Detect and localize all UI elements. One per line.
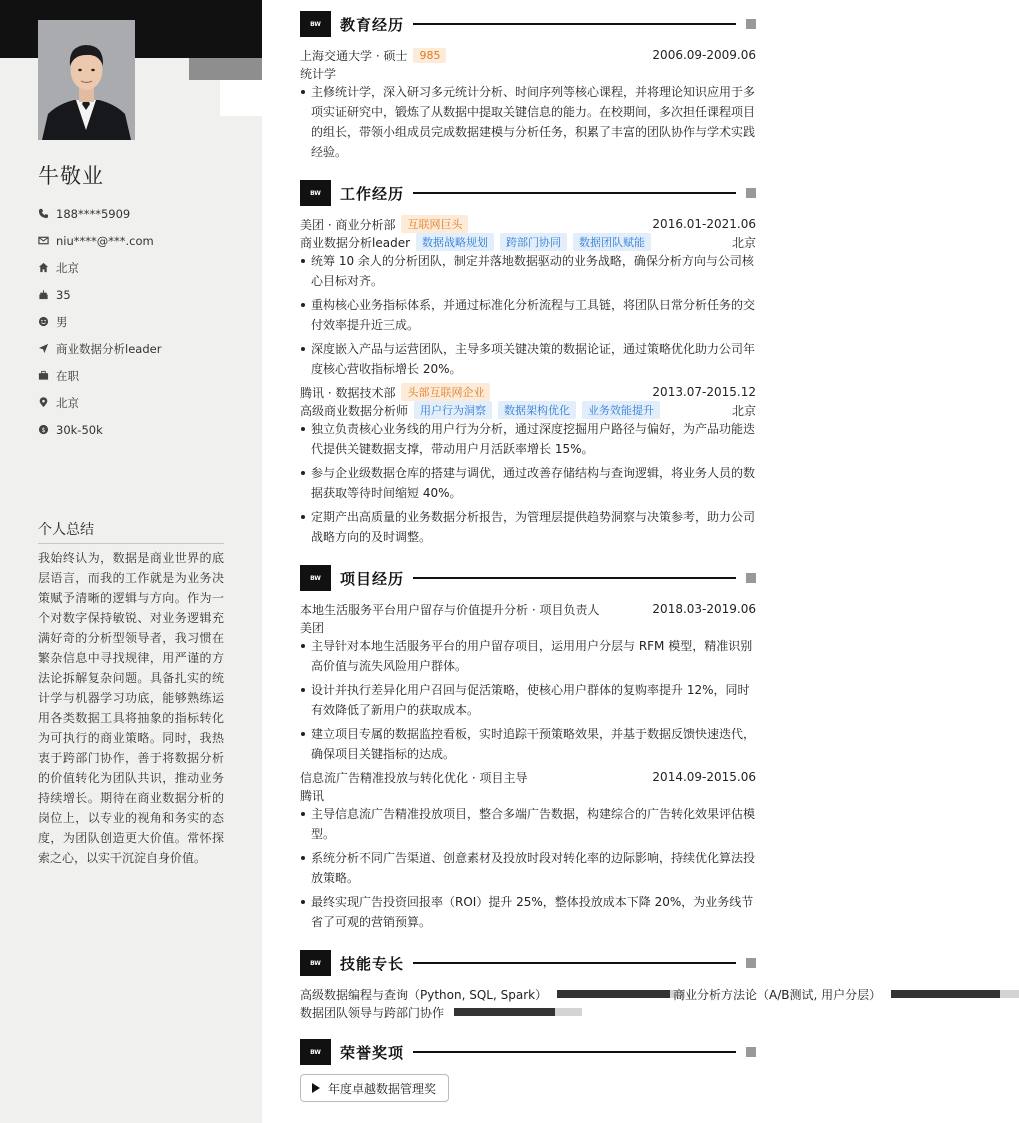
education-desc: 主修统计学，深入研习多元统计分析、时间序列等核心课程，并将理论知识应用于多项实证研究中，锻炼了从数据中提取关键信息的能力。在校期间，多次担任课程项目的组长，带领小组成员完成数据建模与分析任务，积累了丰富的团队协作与学术实践经验。	[300, 82, 756, 162]
major: 统计学	[300, 66, 337, 81]
summary-title: 个人总结	[38, 519, 224, 544]
skill-bar-fill	[454, 1008, 555, 1016]
location-pin-icon	[38, 397, 56, 408]
play-triangle-icon	[312, 1083, 320, 1093]
skill-name: 数据团队领导与跨部门协作	[300, 1005, 445, 1020]
info-residence	[38, 254, 248, 281]
info-salary	[38, 416, 248, 443]
work-bullet: 独立负责核心业务线的用户行为分析，通过深度挖掘用户路径与偏好，为产品功能迭代提供关键数据支撑，带动用户月活跃率增长 15%。	[300, 419, 756, 459]
skill-bar	[557, 990, 685, 998]
contact-info	[38, 200, 248, 443]
section-divider	[413, 577, 736, 579]
mail-icon	[38, 235, 56, 246]
project-date: 2018.03-2019.06	[652, 602, 756, 616]
school-tag: 985	[413, 48, 446, 63]
section-title: 项目经历	[340, 569, 405, 588]
avatar	[38, 20, 135, 140]
project-org: 美团	[300, 620, 325, 635]
section-badge: BW	[300, 950, 331, 976]
section-title: 教育经历	[340, 15, 405, 34]
project-bullet: 建立项目专属的数据监控看板，实时追踪干预策略效果，并基于数据反馈快速迭代，确保项目关键指标的达成。	[300, 724, 756, 764]
section-square	[746, 188, 756, 198]
section-header-work	[300, 180, 756, 206]
section-title: 工作经历	[340, 184, 405, 203]
info-text: 30k-50k	[56, 422, 103, 437]
work-date: 2016.01-2021.06	[652, 217, 756, 231]
summary-text: 我始终认为，数据是商业世界的底层语言，而我的工作就是为业务决策赋予清晰的逻辑与方向。作为一个对数字保持敏锐、对业务逻辑充满好奇的分析型领导者，我习惯在繁杂信息中寻找规律，用严谨的方法论拆解复杂问题。具备扎实的统计学与机器学习功底，能够熟练运用各类数据工具将抽象的指标转化为可执行的商业策略。同时，我热衷于跨部门协作，善于将数据分析的价值转化为团队共识，推动业务持续增长。期待在商业数据分析的岗位上，以专业的视角和务实的态度，为团队创造更大价值。常怀探索之心，以实干沉淀自身价值。	[38, 551, 224, 865]
section-title: 技能专长	[340, 954, 405, 973]
skill-tag: 数据战略规划	[416, 233, 494, 251]
project-row	[300, 600, 756, 618]
project-org-row	[300, 786, 756, 804]
skill-tag: 业务效能提升	[582, 401, 660, 419]
section-badge: BW	[300, 180, 331, 206]
work-company-row	[300, 383, 756, 401]
section-divider	[413, 192, 736, 194]
work-role-row	[300, 401, 756, 419]
project-bullet: 最终实现广告投资回报率（ROI）提升 25%，整体投放成本下降 20%，为业务线节省了可观的营销预算。	[300, 892, 756, 932]
phone-icon	[38, 208, 56, 219]
candidate-name: 牛敬业	[38, 164, 104, 188]
company: 腾讯 · 数据技术部	[300, 385, 396, 400]
section-header-education	[300, 11, 756, 37]
info-text: 商业数据分析leader	[56, 341, 162, 356]
skill-tag: 数据团队赋能	[573, 233, 651, 251]
skill-item	[300, 1003, 582, 1021]
section-divider	[413, 962, 736, 964]
info-text: 188****5909	[56, 206, 131, 221]
work-bullet: 定期产出高质量的业务数据分析报告，为管理层提供趋势洞察与决策参考，助力公司战略方向的及时调整。	[300, 507, 756, 547]
info-text: niu****@***.com	[56, 233, 154, 248]
company: 美团 · 商业分析部	[300, 217, 396, 232]
work-city: 北京	[731, 235, 756, 250]
major-row	[300, 64, 756, 82]
section-divider	[413, 1051, 736, 1053]
sidebar	[0, 0, 262, 1123]
info-text: 35	[56, 287, 71, 302]
role: 商业数据分析leader	[300, 235, 411, 250]
work-bullet: 深度嵌入产品与运营团队，主导多项关键决策的数据论证，通过策略优化助力公司年度核心营收指标增长 20%。	[300, 339, 756, 379]
project-bullet: 主导针对本地生活服务平台的用户留存项目，运用用户分层与 RFM 模型，精准识别高价值与流失风险用户群体。	[300, 636, 756, 676]
section-divider	[413, 23, 736, 25]
project-bullet: 主导信息流广告精准投放项目，整合多端广告数据，构建综合的广告转化效果评估模型。	[300, 804, 756, 844]
skill-item	[300, 985, 685, 1003]
school-name: 上海交通大学 · 硕士	[300, 48, 408, 63]
info-text: 北京	[56, 260, 79, 275]
face-icon	[38, 316, 56, 327]
info-city	[38, 389, 248, 416]
project-bullet: 设计并执行差异化用户召回与促活策略，使核心用户群体的复购率提升 12%，同时有效降低了新用户的获取成本。	[300, 680, 756, 720]
skill-name: 商业分析方法论（A/B测试, 用户分层）	[673, 987, 882, 1002]
info-text: 北京	[56, 395, 79, 410]
project-bullet: 系统分析不同广告渠道、创意素材及投放时段对转化率的边际影响，持续优化算法投放策略。	[300, 848, 756, 888]
cake-icon	[38, 289, 56, 300]
home-icon	[38, 262, 56, 273]
skill-tag: 用户行为洞察	[414, 401, 492, 419]
section-header-honors	[300, 1039, 756, 1065]
decor-white-block	[220, 80, 262, 116]
project-date: 2014.09-2015.06	[652, 770, 756, 784]
briefcase-icon	[38, 370, 56, 381]
skill-tag: 数据架构优化	[498, 401, 576, 419]
info-phone	[38, 200, 248, 227]
skill-bar-fill	[891, 990, 1000, 998]
info-text: 男	[56, 314, 68, 329]
section-header-project	[300, 565, 756, 591]
project-row	[300, 768, 756, 786]
work-bullet: 参与企业级数据仓库的搭建与调优，通过改善存储结构与查询逻辑，将业务人员的数据获取等待时间缩短 40%。	[300, 463, 756, 503]
skill-bar	[454, 1008, 582, 1016]
skill-item	[673, 985, 1019, 1003]
role: 高级商业数据分析师	[300, 403, 409, 418]
section-badge: BW	[300, 565, 331, 591]
project-name: 本地生活服务平台用户留存与价值提升分析 · 项目负责人	[300, 602, 600, 617]
send-icon	[38, 343, 56, 354]
info-age	[38, 281, 248, 308]
section-square	[746, 958, 756, 968]
info-gender	[38, 308, 248, 335]
info-status	[38, 362, 248, 389]
skills-list	[300, 985, 882, 1025]
decor-gray-block	[189, 58, 262, 80]
section-square	[746, 573, 756, 583]
skill-name: 高级数据编程与查询（Python, SQL, Spark）	[300, 987, 548, 1002]
section-badge: BW	[300, 1039, 331, 1065]
education-row	[300, 46, 756, 64]
svg-text:$: $	[41, 425, 46, 434]
award-item[interactable]	[300, 1074, 449, 1102]
section-title: 荣誉奖项	[340, 1043, 405, 1062]
work-bullet: 统筹 10 余人的分析团队，制定并落地数据驱动的业务战略，确保分析方向与公司核心目标对齐。	[300, 251, 756, 291]
section-badge: BW	[300, 11, 331, 37]
skill-tag: 跨部门协同	[500, 233, 567, 251]
work-role-row	[300, 233, 756, 251]
work-date: 2013.07-2015.12	[652, 385, 756, 399]
work-company-row	[300, 215, 756, 233]
section-square	[746, 19, 756, 29]
work-bullet: 重构核心业务指标体系，并通过标准化分析流程与工具链，将团队日常分析任务的交付效率提升近三成。	[300, 295, 756, 335]
info-text: 在职	[56, 368, 79, 383]
award-name: 年度卓越数据管理奖	[328, 1081, 437, 1096]
section-header-skills	[300, 950, 756, 976]
skill-bar-fill	[557, 990, 670, 998]
company-tag: 头部互联网企业	[401, 383, 490, 401]
section-square	[746, 1047, 756, 1057]
company-tag: 互联网巨头	[401, 215, 468, 233]
info-email	[38, 227, 248, 254]
project-org: 腾讯	[300, 788, 325, 803]
project-org-row	[300, 618, 756, 636]
skill-bar	[891, 990, 1019, 998]
money-icon	[38, 424, 56, 435]
education-date: 2006.09-2009.06	[652, 48, 756, 62]
project-name: 信息流广告精准投放与转化优化 · 项目主导	[300, 770, 528, 785]
work-city: 北京	[731, 403, 756, 418]
info-position	[38, 335, 248, 362]
